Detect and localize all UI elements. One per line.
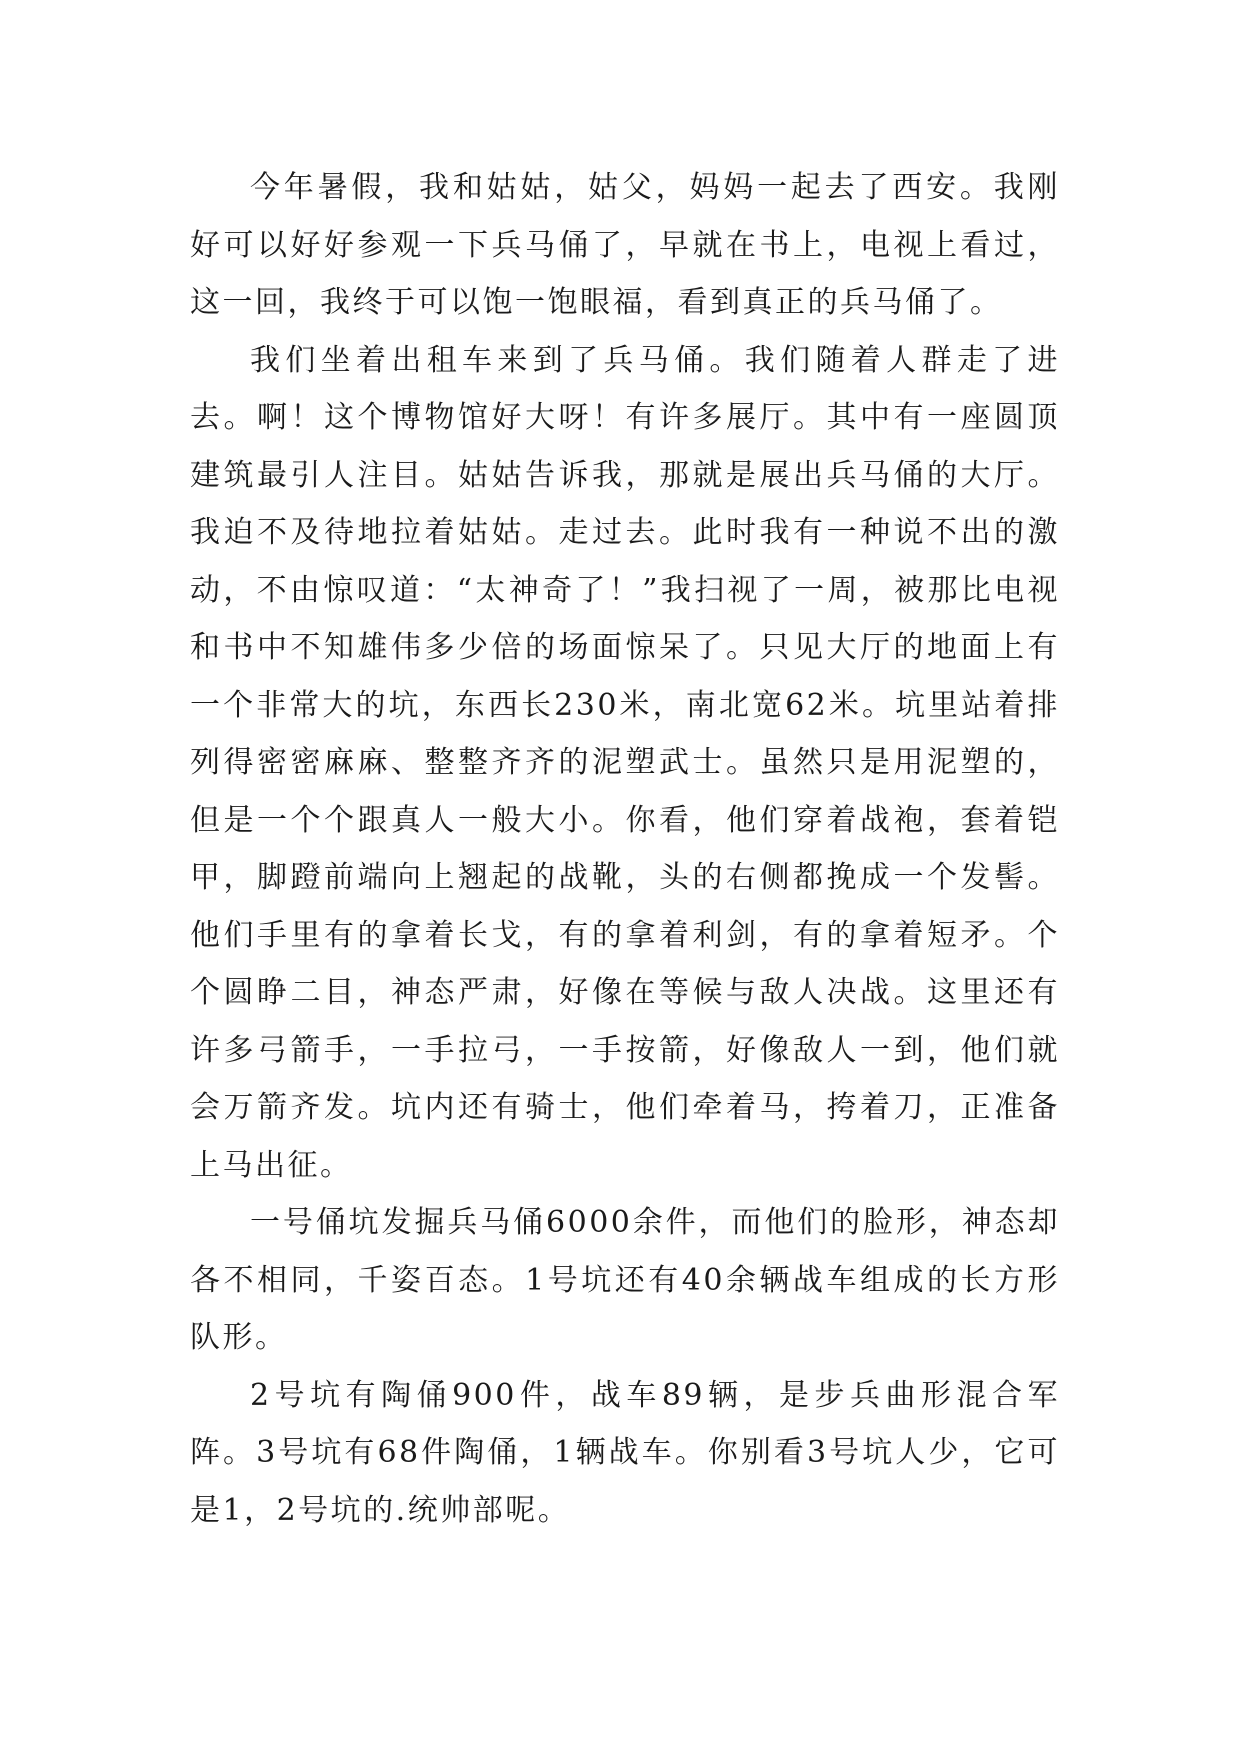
paragraph-1: 今年暑假，我和姑姑，姑父，妈妈一起去了西安。我刚好可以好好参观一下兵马俑了，早就在书上，电视上看过，这一回，我终于可以饱一饱眼福，看到真正的兵马俑了。: [190, 170, 1060, 320]
document-body: [190, 159, 1060, 1539]
paragraph-2: 我们坐着出租车来到了兵马俑。我们随着人群走了进去。啊！这个博物馆好大呀！有许多展厅。其中有一座圆顶建筑最引人注目。姑姑告诉我，那就是展出兵马俑的大厅。我迫不及待地拉着姑姑。走过去。此时我有一种说不出的激动，不由惊叹道：“太神奇了！”我扫视了一周，被那比电视和书中不知雄伟多少倍的场面惊呆了。只见大厅的地面上有一个非常大的坑，东西长230米，南北宽62米。坑里站着排列得密密麻麻、整整齐齐的泥塑武士。虽然只是用泥塑的，但是一个个跟真人一般大小。你看，他们穿着战袍，套着铠甲，脚蹬前端向上翘起的战靴，头的右侧都挽成一个发髻。他们手里有的拿着长戈，有的拿着利剑，有的拿着短矛。个个圆睁二目，神态严肃，好像在等候与敌人决战。这里还有许多弓箭手，一手拉弓，一手按箭，好像敌人一到，他们就会万箭齐发。坑内还有骑士，他们牵着马，挎着刀，正准备上马出征。: [190, 342, 1060, 1183]
paragraph-3: 一号俑坑发掘兵马俑6000余件，而他们的脸形，神态却各不相同，千姿百态。1号坑还有40余辆战车组成的长方形队形。: [190, 1205, 1060, 1355]
paragraph-4: 2号坑有陶俑900件，战车89辆，是步兵曲形混合军阵。3号坑有68件陶俑，1辆战车。你别看3号坑人少，它可是1，2号坑的.统帅部呢。: [190, 1377, 1060, 1528]
